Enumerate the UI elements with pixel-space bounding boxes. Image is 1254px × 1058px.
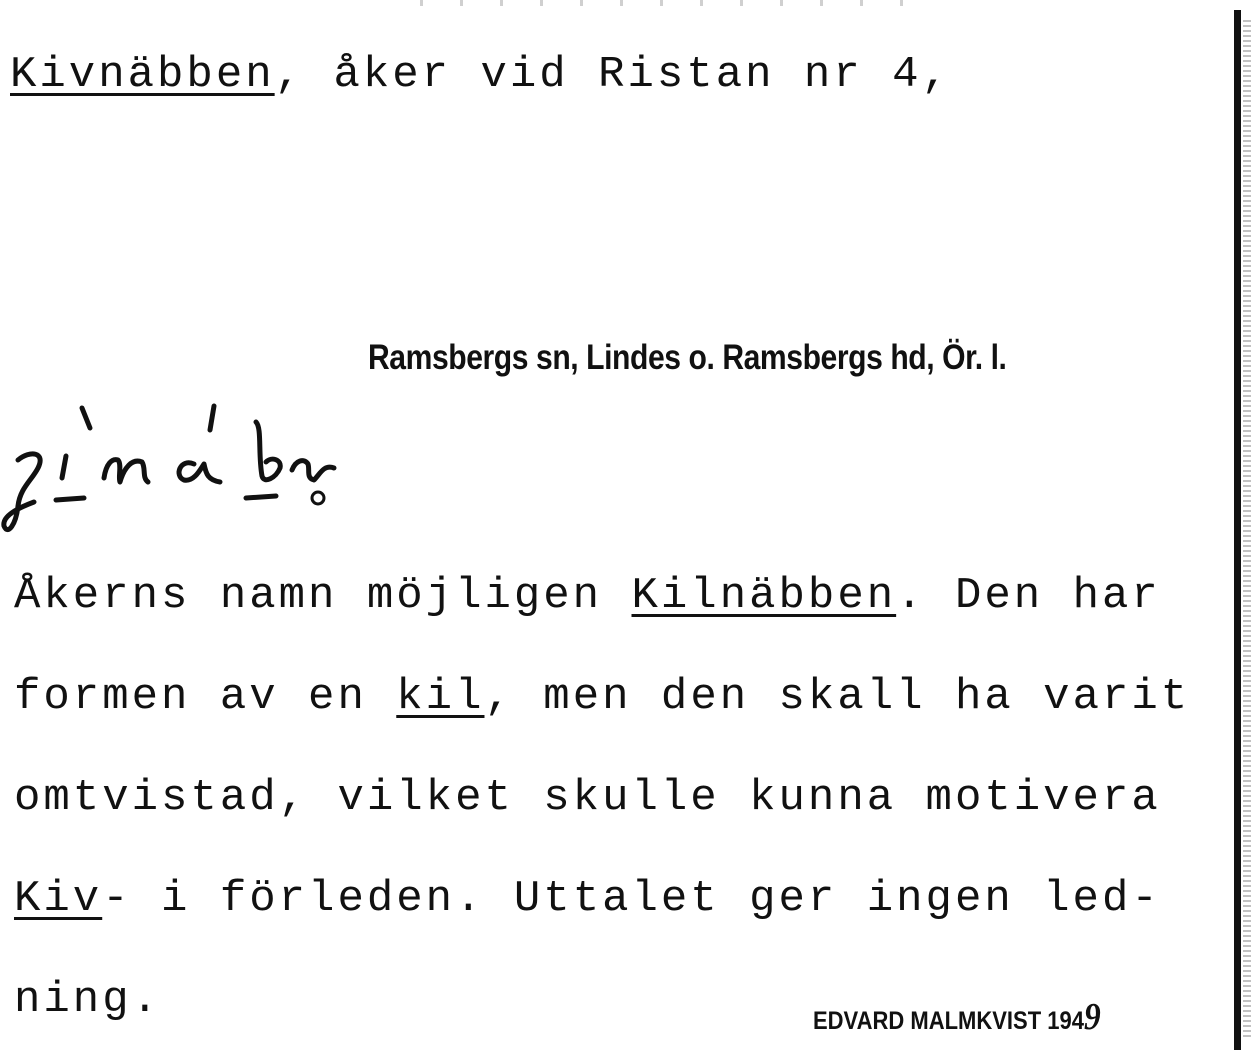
- body-text: Åkerns namn möjligen: [14, 571, 632, 621]
- card-edge-noise: [1243, 20, 1251, 1040]
- handwritten-phonetic-transcription: [0, 398, 380, 538]
- body-text: - i förleden. Uttalet ger ingen led-: [102, 874, 1161, 924]
- scan-specks: [420, 0, 920, 6]
- body-line: [14, 647, 1190, 748]
- body-text: . Den har: [896, 571, 1161, 621]
- underlined-name: Kilnäbben: [631, 571, 897, 621]
- body-text: ning.: [14, 975, 162, 1025]
- handwritten-year-digit: 9: [1083, 996, 1101, 1038]
- author-stamp: [813, 995, 1101, 1039]
- location-stamp: Ramsbergs sn, Lindes o. Ramsbergs hd, Ör. l.: [368, 338, 1007, 377]
- body-text: omtvistad, vilket skulle kunna motivera: [14, 773, 1161, 823]
- body-text: formen av en: [14, 672, 397, 722]
- headword: Kivnäbben: [10, 50, 275, 100]
- underlined-word: kil: [396, 672, 485, 722]
- body-line: [14, 546, 1190, 647]
- body-text: , men den skall ha varit: [484, 672, 1191, 722]
- author-name: EDVARD MALMKVIST 194: [813, 1007, 1084, 1035]
- underlined-prefix: Kiv: [14, 874, 103, 924]
- body-line: [14, 748, 1190, 849]
- card-edge: [1234, 10, 1241, 1050]
- headword-description: , åker vid Ristan nr 4,: [274, 50, 951, 100]
- headword-line: [10, 50, 951, 100]
- body-line: [14, 849, 1190, 950]
- card-body: [14, 546, 1190, 1051]
